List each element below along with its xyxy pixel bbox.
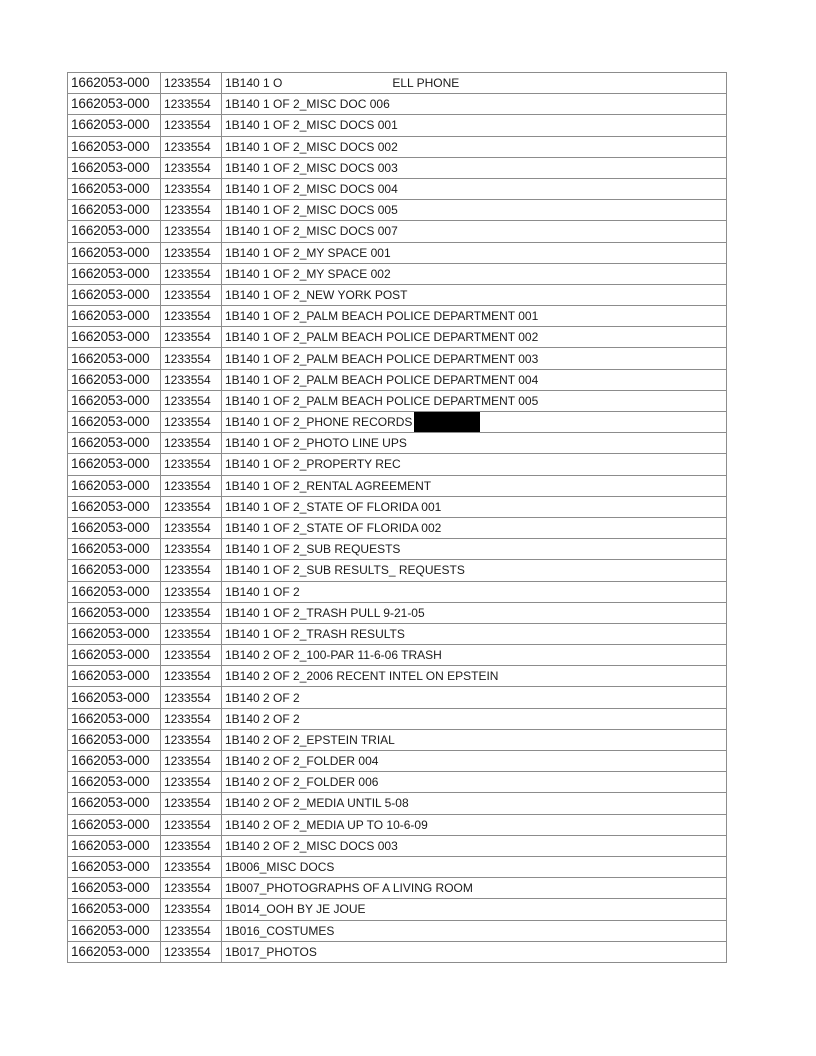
description-cell <box>222 602 727 623</box>
case-number-cell: 1662053-000 <box>68 475 161 496</box>
description-text: 1B140 1 OF 2_MISC DOCS 004 <box>225 182 398 197</box>
record-id-cell: 1233554 <box>161 941 222 962</box>
description-cell <box>222 878 727 899</box>
description-cell <box>222 200 727 221</box>
record-id-cell: 1233554 <box>161 412 222 433</box>
table-row <box>68 623 727 644</box>
description-text: 1B140 1 OF 2_PHOTO LINE UPS <box>225 436 407 451</box>
table-row <box>68 348 727 369</box>
table-row <box>68 560 727 581</box>
table-row <box>68 729 727 750</box>
description-cell <box>222 433 727 454</box>
case-number-cell: 1662053-000 <box>68 560 161 581</box>
description-text: 1B140 2 OF 2_MISC DOCS 003 <box>225 838 398 853</box>
table-row <box>68 708 727 729</box>
case-number-cell: 1662053-000 <box>68 729 161 750</box>
description-text: 1B140 1 OF 2_PALM BEACH POLICE DEPARTMENT 003 <box>225 351 539 366</box>
record-id-cell: 1233554 <box>161 581 222 602</box>
table-row <box>68 517 727 538</box>
record-id-cell: 1233554 <box>161 178 222 199</box>
case-number-cell: 1662053-000 <box>68 200 161 221</box>
description-cell <box>222 920 727 941</box>
description-cell <box>222 242 727 263</box>
description-cell <box>222 115 727 136</box>
table-row <box>68 539 727 560</box>
record-id-cell: 1233554 <box>161 136 222 157</box>
record-id-cell: 1233554 <box>161 856 222 877</box>
description-cell <box>222 369 727 390</box>
description-cell <box>222 496 727 517</box>
description-text: 1B140 1 OF 2_TRASH PULL 9-21-05 <box>225 605 425 620</box>
description-text: 1B140 1 OF 2_PROPERTY REC <box>225 457 401 472</box>
table-row <box>68 496 727 517</box>
table-row <box>68 793 727 814</box>
record-id-cell: 1233554 <box>161 306 222 327</box>
description-text: 1B140 1 OF 2_MISC DOCS 003 <box>225 160 398 175</box>
record-id-cell: 1233554 <box>161 433 222 454</box>
description-cell <box>222 221 727 242</box>
description-cell <box>222 475 727 496</box>
description-text: 1B140 1 OF 2_PALM BEACH POLICE DEPARTMENT 004 <box>225 372 539 387</box>
description-text: 1B006_MISC DOCS <box>225 860 335 875</box>
description-text: 1B140 2 OF 2 <box>225 690 300 705</box>
record-id-cell: 1233554 <box>161 645 222 666</box>
case-number-cell: 1662053-000 <box>68 390 161 411</box>
description-cell <box>222 178 727 199</box>
record-id-cell: 1233554 <box>161 390 222 411</box>
case-number-cell: 1662053-000 <box>68 433 161 454</box>
description-cell <box>222 73 727 94</box>
table-row <box>68 814 727 835</box>
record-id-cell: 1233554 <box>161 560 222 581</box>
description-text: 1B140 2 OF 2_FOLDER 006 <box>225 775 379 790</box>
case-number-cell: 1662053-000 <box>68 348 161 369</box>
description-text: 1B140 2 OF 2_2006 RECENT INTEL ON EPSTEIN <box>225 669 499 684</box>
description-cell <box>222 390 727 411</box>
description-text: 1B140 2 OF 2_EPSTEIN TRIAL <box>225 732 395 747</box>
table-row <box>68 645 727 666</box>
description-cell <box>222 263 727 284</box>
description-text: 1B140 1 OF 2_SUB RESULTS_ REQUESTS <box>225 563 465 578</box>
description-text: 1B016_COSTUMES <box>225 923 335 938</box>
table-row <box>68 878 727 899</box>
record-id-cell: 1233554 <box>161 157 222 178</box>
description-cell <box>222 708 727 729</box>
description-cell <box>222 454 727 475</box>
table-row <box>68 602 727 623</box>
case-number-cell: 1662053-000 <box>68 136 161 157</box>
record-id-cell: 1233554 <box>161 814 222 835</box>
description-cell <box>222 412 727 433</box>
description-cell <box>222 645 727 666</box>
description-text: 1B140 1 O <box>225 76 283 91</box>
table-row <box>68 772 727 793</box>
table-row <box>68 73 727 94</box>
case-number-cell: 1662053-000 <box>68 751 161 772</box>
description-text: 1B140 1 OF 2_MY SPACE 001 <box>225 245 391 260</box>
table-row <box>68 687 727 708</box>
table-row <box>68 666 727 687</box>
case-number-cell: 1662053-000 <box>68 920 161 941</box>
table-row <box>68 94 727 115</box>
table-row <box>68 920 727 941</box>
table-row <box>68 136 727 157</box>
case-number-cell: 1662053-000 <box>68 666 161 687</box>
table-row <box>68 899 727 920</box>
description-text: 1B014_OOH BY JE JOUE <box>225 902 366 917</box>
table-row <box>68 327 727 348</box>
description-text: 1B140 1 OF 2_MISC DOC 006 <box>225 97 390 112</box>
table-row <box>68 941 727 962</box>
description-text: 1B140 2 OF 2_MEDIA UP TO 10-6-09 <box>225 817 428 832</box>
case-number-cell: 1662053-000 <box>68 899 161 920</box>
description-text: 1B140 1 OF 2_PHONE RECORDS <box>225 415 413 430</box>
table-row <box>68 390 727 411</box>
description-text: 1B140 1 OF 2_PALM BEACH POLICE DEPARTMENT 005 <box>225 393 539 408</box>
record-id-cell: 1233554 <box>161 496 222 517</box>
table-row <box>68 412 727 433</box>
case-number-cell: 1662053-000 <box>68 369 161 390</box>
case-number-cell: 1662053-000 <box>68 793 161 814</box>
description-text: 1B140 2 OF 2 <box>225 711 300 726</box>
record-id-cell: 1233554 <box>161 115 222 136</box>
description-text: 1B140 1 OF 2_MISC DOCS 005 <box>225 203 398 218</box>
case-number-cell: 1662053-000 <box>68 496 161 517</box>
description-cell <box>222 581 727 602</box>
record-id-cell: 1233554 <box>161 899 222 920</box>
record-id-cell: 1233554 <box>161 878 222 899</box>
description-cell <box>222 623 727 644</box>
record-id-cell: 1233554 <box>161 623 222 644</box>
case-number-cell: 1662053-000 <box>68 645 161 666</box>
case-number-cell: 1662053-000 <box>68 687 161 708</box>
description-cell <box>222 157 727 178</box>
case-number-cell: 1662053-000 <box>68 454 161 475</box>
table-row <box>68 306 727 327</box>
record-id-cell: 1233554 <box>161 920 222 941</box>
record-id-cell: 1233554 <box>161 666 222 687</box>
description-cell <box>222 772 727 793</box>
description-text: 1B140 2 OF 2_FOLDER 004 <box>225 754 379 769</box>
table-row <box>68 157 727 178</box>
description-text: 1B140 1 OF 2 <box>225 584 300 599</box>
case-number-cell: 1662053-000 <box>68 941 161 962</box>
record-id-cell: 1233554 <box>161 73 222 94</box>
table-row <box>68 856 727 877</box>
case-number-cell: 1662053-000 <box>68 284 161 305</box>
redaction-box <box>414 412 480 432</box>
case-number-cell: 1662053-000 <box>68 115 161 136</box>
record-id-cell: 1233554 <box>161 475 222 496</box>
record-id-cell: 1233554 <box>161 539 222 560</box>
case-number-cell: 1662053-000 <box>68 73 161 94</box>
table-row <box>68 475 727 496</box>
description-cell <box>222 94 727 115</box>
table-row <box>68 242 727 263</box>
description-text: 1B017_PHOTOS <box>225 944 317 959</box>
table-row <box>68 433 727 454</box>
description-cell <box>222 856 727 877</box>
table-row <box>68 284 727 305</box>
record-id-cell: 1233554 <box>161 263 222 284</box>
record-id-cell: 1233554 <box>161 369 222 390</box>
case-number-cell: 1662053-000 <box>68 263 161 284</box>
records-table <box>67 72 727 963</box>
description-cell <box>222 306 727 327</box>
description-text: 1B140 1 OF 2_STATE OF FLORIDA 002 <box>225 521 442 536</box>
case-number-cell: 1662053-000 <box>68 242 161 263</box>
table-row <box>68 751 727 772</box>
description-cell <box>222 793 727 814</box>
table-row <box>68 115 727 136</box>
description-text: 1B140 1 OF 2_MISC DOCS 002 <box>225 139 398 154</box>
description-cell <box>222 560 727 581</box>
table-row <box>68 178 727 199</box>
record-id-cell: 1233554 <box>161 602 222 623</box>
case-number-cell: 1662053-000 <box>68 94 161 115</box>
description-cell <box>222 539 727 560</box>
description-cell <box>222 835 727 856</box>
description-text: 1B140 1 OF 2_NEW YORK POST <box>225 287 408 302</box>
description-tail-text: ELL PHONE <box>392 76 460 91</box>
description-text: 1B140 2 OF 2_MEDIA UNTIL 5-08 <box>225 796 409 811</box>
case-number-cell: 1662053-000 <box>68 412 161 433</box>
table-row <box>68 221 727 242</box>
case-number-cell: 1662053-000 <box>68 602 161 623</box>
record-id-cell: 1233554 <box>161 348 222 369</box>
record-id-cell: 1233554 <box>161 729 222 750</box>
description-cell <box>222 941 727 962</box>
case-number-cell: 1662053-000 <box>68 327 161 348</box>
record-id-cell: 1233554 <box>161 284 222 305</box>
record-id-cell: 1233554 <box>161 200 222 221</box>
case-number-cell: 1662053-000 <box>68 708 161 729</box>
records-table-body <box>68 73 727 963</box>
description-text: 1B140 1 OF 2_MY SPACE 002 <box>225 266 391 281</box>
case-number-cell: 1662053-000 <box>68 157 161 178</box>
description-text: 1B140 1 OF 2_PALM BEACH POLICE DEPARTMENT 002 <box>225 330 539 345</box>
record-id-cell: 1233554 <box>161 327 222 348</box>
description-cell <box>222 136 727 157</box>
record-id-cell: 1233554 <box>161 454 222 475</box>
description-text: 1B140 1 OF 2_STATE OF FLORIDA 001 <box>225 499 442 514</box>
record-id-cell: 1233554 <box>161 94 222 115</box>
description-text: 1B140 1 OF 2_PALM BEACH POLICE DEPARTMENT 001 <box>225 309 539 324</box>
record-id-cell: 1233554 <box>161 835 222 856</box>
case-number-cell: 1662053-000 <box>68 878 161 899</box>
case-number-cell: 1662053-000 <box>68 306 161 327</box>
case-number-cell: 1662053-000 <box>68 539 161 560</box>
description-cell <box>222 666 727 687</box>
record-id-cell: 1233554 <box>161 772 222 793</box>
description-cell <box>222 517 727 538</box>
description-text: 1B140 1 OF 2_SUB REQUESTS <box>225 542 401 557</box>
record-id-cell: 1233554 <box>161 708 222 729</box>
description-text: 1B007_PHOTOGRAPHS OF A LIVING ROOM <box>225 881 473 896</box>
record-id-cell: 1233554 <box>161 793 222 814</box>
description-text: 1B140 1 OF 2_MISC DOCS 007 <box>225 224 398 239</box>
case-number-cell: 1662053-000 <box>68 772 161 793</box>
table-row <box>68 263 727 284</box>
record-id-cell: 1233554 <box>161 751 222 772</box>
description-text: 1B140 1 OF 2_MISC DOCS 001 <box>225 118 398 133</box>
record-id-cell: 1233554 <box>161 242 222 263</box>
description-cell <box>222 751 727 772</box>
case-number-cell: 1662053-000 <box>68 581 161 602</box>
case-number-cell: 1662053-000 <box>68 814 161 835</box>
description-text: 1B140 1 OF 2_RENTAL AGREEMENT <box>225 478 432 493</box>
description-cell <box>222 814 727 835</box>
case-number-cell: 1662053-000 <box>68 623 161 644</box>
description-text: 1B140 2 OF 2_100-PAR 11-6-06 TRASH <box>225 648 442 663</box>
table-row <box>68 200 727 221</box>
record-id-cell: 1233554 <box>161 687 222 708</box>
case-number-cell: 1662053-000 <box>68 517 161 538</box>
table-row <box>68 835 727 856</box>
description-cell <box>222 687 727 708</box>
description-cell <box>222 327 727 348</box>
case-number-cell: 1662053-000 <box>68 835 161 856</box>
description-cell <box>222 729 727 750</box>
table-row <box>68 581 727 602</box>
record-id-cell: 1233554 <box>161 517 222 538</box>
table-row <box>68 454 727 475</box>
case-number-cell: 1662053-000 <box>68 178 161 199</box>
description-cell <box>222 284 727 305</box>
description-text: 1B140 1 OF 2_TRASH RESULTS <box>225 626 405 641</box>
table-row <box>68 369 727 390</box>
case-number-cell: 1662053-000 <box>68 221 161 242</box>
record-id-cell: 1233554 <box>161 221 222 242</box>
description-cell <box>222 348 727 369</box>
description-cell <box>222 899 727 920</box>
case-number-cell: 1662053-000 <box>68 856 161 877</box>
